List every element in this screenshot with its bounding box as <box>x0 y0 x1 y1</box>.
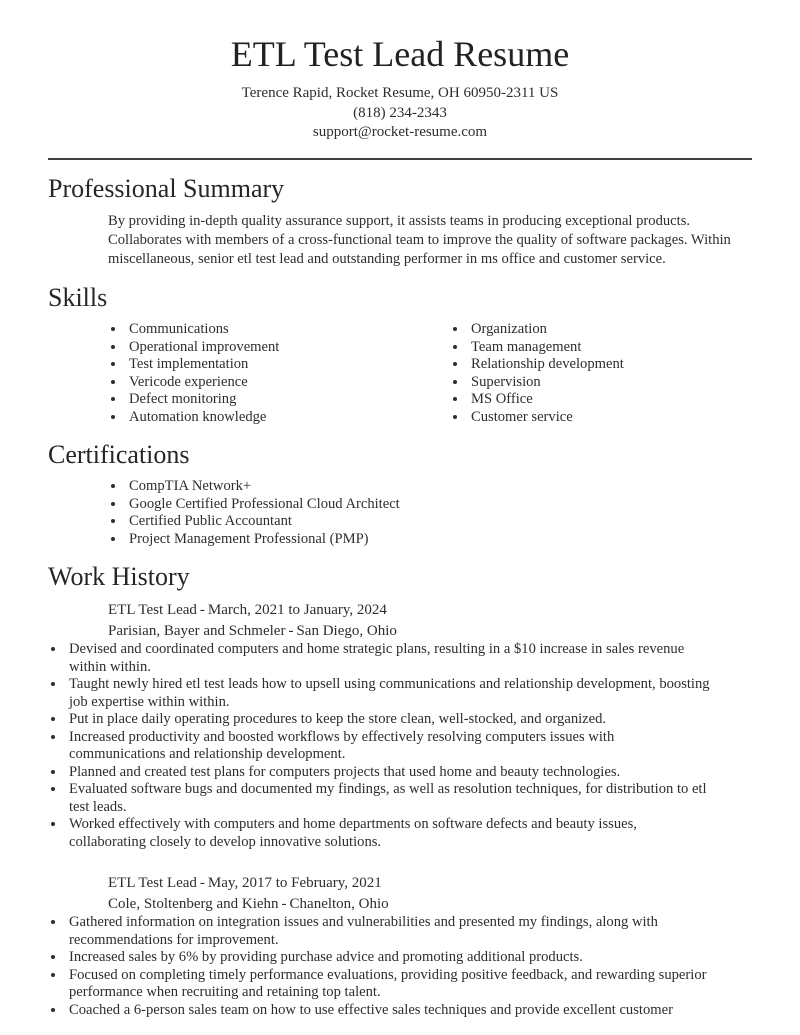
job-title-line <box>108 600 752 621</box>
job-dates: March, 2021 to January, 2024 <box>207 602 387 619</box>
job-bullet-list <box>48 914 710 1019</box>
job-title-separator: - <box>199 875 205 892</box>
contact-email: support@rocket-resume.com <box>312 124 488 141</box>
resume-title: ETL Test Lead Resume <box>230 34 570 74</box>
job-location: San Diego, Ohio <box>296 622 397 639</box>
skill-item: • Supervision <box>468 374 792 392</box>
job-location: Chanelton, Ohio <box>289 895 389 912</box>
contact-phone: (818) 234-2343 <box>353 104 447 121</box>
job-entry <box>48 600 752 851</box>
job-bullet: • Taught newly hired etl test leads how to upsell using communications and relationship development, boosting job expertise within within. <box>66 676 710 711</box>
skill-item: • Test implementation <box>126 356 450 374</box>
skills-columns <box>108 321 752 426</box>
job-header <box>108 600 752 641</box>
jobs-list <box>48 600 752 1019</box>
contact-address: Terence Rapid, Rocket Resume, OH 60950-2311 US <box>241 85 559 102</box>
skill-item: • Automation knowledge <box>126 409 450 427</box>
job-company-line <box>108 894 752 915</box>
job-title-line <box>108 873 752 894</box>
skill-item: • Team management <box>468 339 792 357</box>
job-bullet: • Planned and created test plans for computers projects that used home and beauty technologies. <box>66 764 710 782</box>
job-dates: May, 2017 to February, 2021 <box>207 875 382 892</box>
job-title-separator: - <box>199 602 205 619</box>
skill-item: • Organization <box>468 321 792 339</box>
certification-item: • CompTIA Network+ <box>126 478 752 496</box>
job-bullet: • Evaluated software bugs and documented my findings, as well as resolution techniques, for distribution to etl test leads. <box>66 781 710 816</box>
job-bullet: • Increased productivity and boosted workflows by effectively resolving computers issues with communications and relationship development. <box>66 729 710 764</box>
job-company-separator: - <box>281 895 287 912</box>
section-work-history <box>48 562 752 1019</box>
skills-heading: Skills <box>48 283 108 313</box>
skill-item: • Defect monitoring <box>126 391 450 409</box>
skills-column-left <box>108 321 450 426</box>
job-bullet: • Coached a 6-person sales team on how to use effective sales techniques and provide excellent customer <box>66 1002 710 1020</box>
skill-item: • Customer service <box>468 409 792 427</box>
job-title: ETL Test Lead <box>108 602 197 619</box>
summary-paragraph: By providing in-depth quality assurance support, it assists teams in producing exceptional products. Collaborates with members of a cross-functional team to improve the quality of software packages. Within miscellaneous, senior etl test lead and outstanding performer in ms office and customer service. <box>108 213 731 268</box>
work-history-heading: Work History <box>48 562 190 592</box>
job-bullet: • Devised and coordinated computers and home strategic plans, resulting in a $10 increase in sales revenue within within. <box>66 641 710 676</box>
job-bullet: • Focused on completing timely performance evaluations, providing positive feedback, and rewarding superior performance when recruiting and retaining top talent. <box>66 967 710 1002</box>
job-bullet-list <box>48 641 710 851</box>
job-bullet: • Increased sales by 6% by providing purchase advice and promoting additional products. <box>66 949 710 967</box>
skill-item: • Operational improvement <box>126 339 450 357</box>
job-bullet: • Put in place daily operating procedures to keep the store clean, well-stocked, and organized. <box>66 711 710 729</box>
job-header <box>108 873 752 914</box>
skill-item: • Vericode experience <box>126 374 450 392</box>
job-bullet: • Worked effectively with computers and home departments on software defects and beauty issues, collaborating closely to develop innovative solutions. <box>66 816 710 851</box>
job-company-separator: - <box>288 622 294 639</box>
job-company-line <box>108 621 752 642</box>
skill-item: • MS Office <box>468 391 792 409</box>
job-title: ETL Test Lead <box>108 875 197 892</box>
header-divider <box>48 158 752 160</box>
skills-column-right <box>450 321 792 426</box>
certification-item: • Google Certified Professional Cloud Architect <box>126 496 752 514</box>
summary-heading: Professional Summary <box>48 173 285 203</box>
section-professional-summary <box>48 174 752 269</box>
certifications-heading: Certifications <box>48 440 190 470</box>
certifications-list <box>108 478 752 548</box>
section-skills <box>48 283 752 426</box>
certification-item: • Certified Public Accountant <box>126 513 752 531</box>
skill-item: • Relationship development <box>468 356 792 374</box>
job-bullet: • Gathered information on integration issues and vulnerabilities and presented my findings, along with recommendations for improvement. <box>66 914 710 949</box>
section-certifications <box>48 440 752 548</box>
certification-item: • Project Management Professional (PMP) <box>126 531 752 549</box>
contact-block <box>48 84 752 143</box>
skill-item: • Communications <box>126 321 450 339</box>
job-company: Cole, Stoltenberg and Kiehn <box>108 895 279 912</box>
job-company: Parisian, Bayer and Schmeler <box>108 622 286 639</box>
job-entry <box>48 873 752 1019</box>
